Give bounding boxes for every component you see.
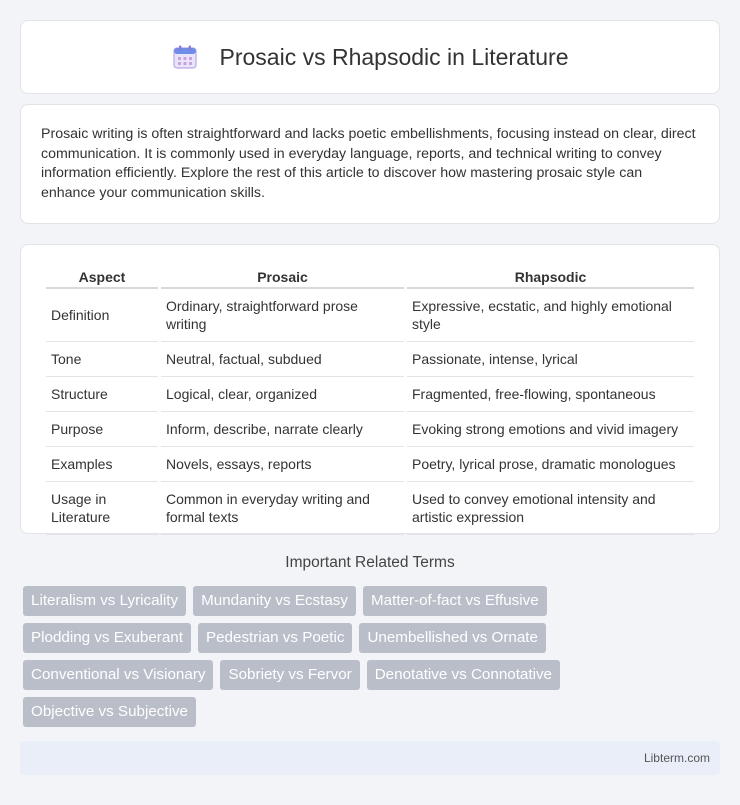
related-term-tag[interactable]: Conventional vs Visionary bbox=[23, 660, 213, 690]
related-term-tag[interactable]: Pedestrian vs Poetic bbox=[198, 623, 352, 653]
table-cell-aspect: Usage in Literature bbox=[46, 482, 158, 535]
related-terms-list bbox=[23, 586, 703, 727]
table-row bbox=[46, 412, 694, 447]
calendar-icon bbox=[172, 44, 198, 70]
table-row bbox=[46, 447, 694, 482]
table-row bbox=[46, 482, 694, 535]
comparison-card bbox=[20, 244, 720, 534]
page-title: Prosaic vs Rhapsodic in Literature bbox=[219, 43, 569, 70]
table-cell-aspect: Purpose bbox=[46, 412, 158, 447]
related-term-tag[interactable]: Denotative vs Connotative bbox=[367, 660, 560, 690]
header bbox=[172, 44, 569, 71]
table-cell-rhapsodic: Fragmented, free-flowing, spontaneous bbox=[407, 377, 694, 412]
related-term-tag[interactable]: Unembellished vs Ornate bbox=[359, 623, 546, 653]
related-term-tag[interactable]: Plodding vs Exuberant bbox=[23, 623, 191, 653]
intro-paragraph: Prosaic writing is often straightforward and lacks poetic embellishments, focusing instead on clear, direct communication. It is commonly used in everyday language, reports, and technical writing to convey information efficiently. Explore the rest of this article to discover how mastering prosaic style can enhance your communication skills. bbox=[41, 126, 696, 201]
table-cell-aspect: Definition bbox=[46, 289, 158, 342]
table-cell-aspect: Structure bbox=[46, 377, 158, 412]
table-row bbox=[46, 342, 694, 377]
column-header-aspect: Aspect bbox=[46, 265, 158, 289]
related-term-tag[interactable]: Literalism vs Lyricality bbox=[23, 586, 186, 616]
table-cell-prosaic: Inform, describe, narrate clearly bbox=[161, 412, 404, 447]
related-terms-heading: Important Related Terms bbox=[285, 554, 455, 571]
table-header-row bbox=[46, 265, 694, 289]
column-header-rhapsodic: Rhapsodic bbox=[407, 265, 694, 289]
footer bbox=[20, 741, 720, 775]
related-term-tag[interactable]: Objective vs Subjective bbox=[23, 697, 196, 727]
table-cell-prosaic: Logical, clear, organized bbox=[161, 377, 404, 412]
comparison-table bbox=[43, 265, 697, 535]
table-cell-aspect: Tone bbox=[46, 342, 158, 377]
related-term-tag[interactable]: Mundanity vs Ecstasy bbox=[193, 586, 356, 616]
table-row bbox=[46, 377, 694, 412]
table-cell-prosaic: Common in everyday writing and formal texts bbox=[161, 482, 404, 535]
related-term-tag[interactable]: Matter-of-fact vs Effusive bbox=[363, 586, 547, 616]
header-card bbox=[20, 20, 720, 94]
intro-card bbox=[20, 104, 720, 224]
table-row bbox=[46, 289, 694, 342]
table-cell-prosaic: Ordinary, straightforward prose writing bbox=[161, 289, 404, 342]
table-cell-aspect: Examples bbox=[46, 447, 158, 482]
table-cell-rhapsodic: Passionate, intense, lyrical bbox=[407, 342, 694, 377]
table-cell-rhapsodic: Expressive, ecstatic, and highly emotional style bbox=[407, 289, 694, 342]
column-header-prosaic: Prosaic bbox=[161, 265, 404, 289]
table-cell-rhapsodic: Evoking strong emotions and vivid imagery bbox=[407, 412, 694, 447]
table-cell-rhapsodic: Poetry, lyrical prose, dramatic monologues bbox=[407, 447, 694, 482]
footer-site-link[interactable]: Libterm.com bbox=[643, 751, 710, 765]
table-cell-prosaic: Neutral, factual, subdued bbox=[161, 342, 404, 377]
table-cell-prosaic: Novels, essays, reports bbox=[161, 447, 404, 482]
related-term-tag[interactable]: Sobriety vs Fervor bbox=[220, 660, 359, 690]
table-cell-rhapsodic: Used to convey emotional intensity and artistic expression bbox=[407, 482, 694, 535]
